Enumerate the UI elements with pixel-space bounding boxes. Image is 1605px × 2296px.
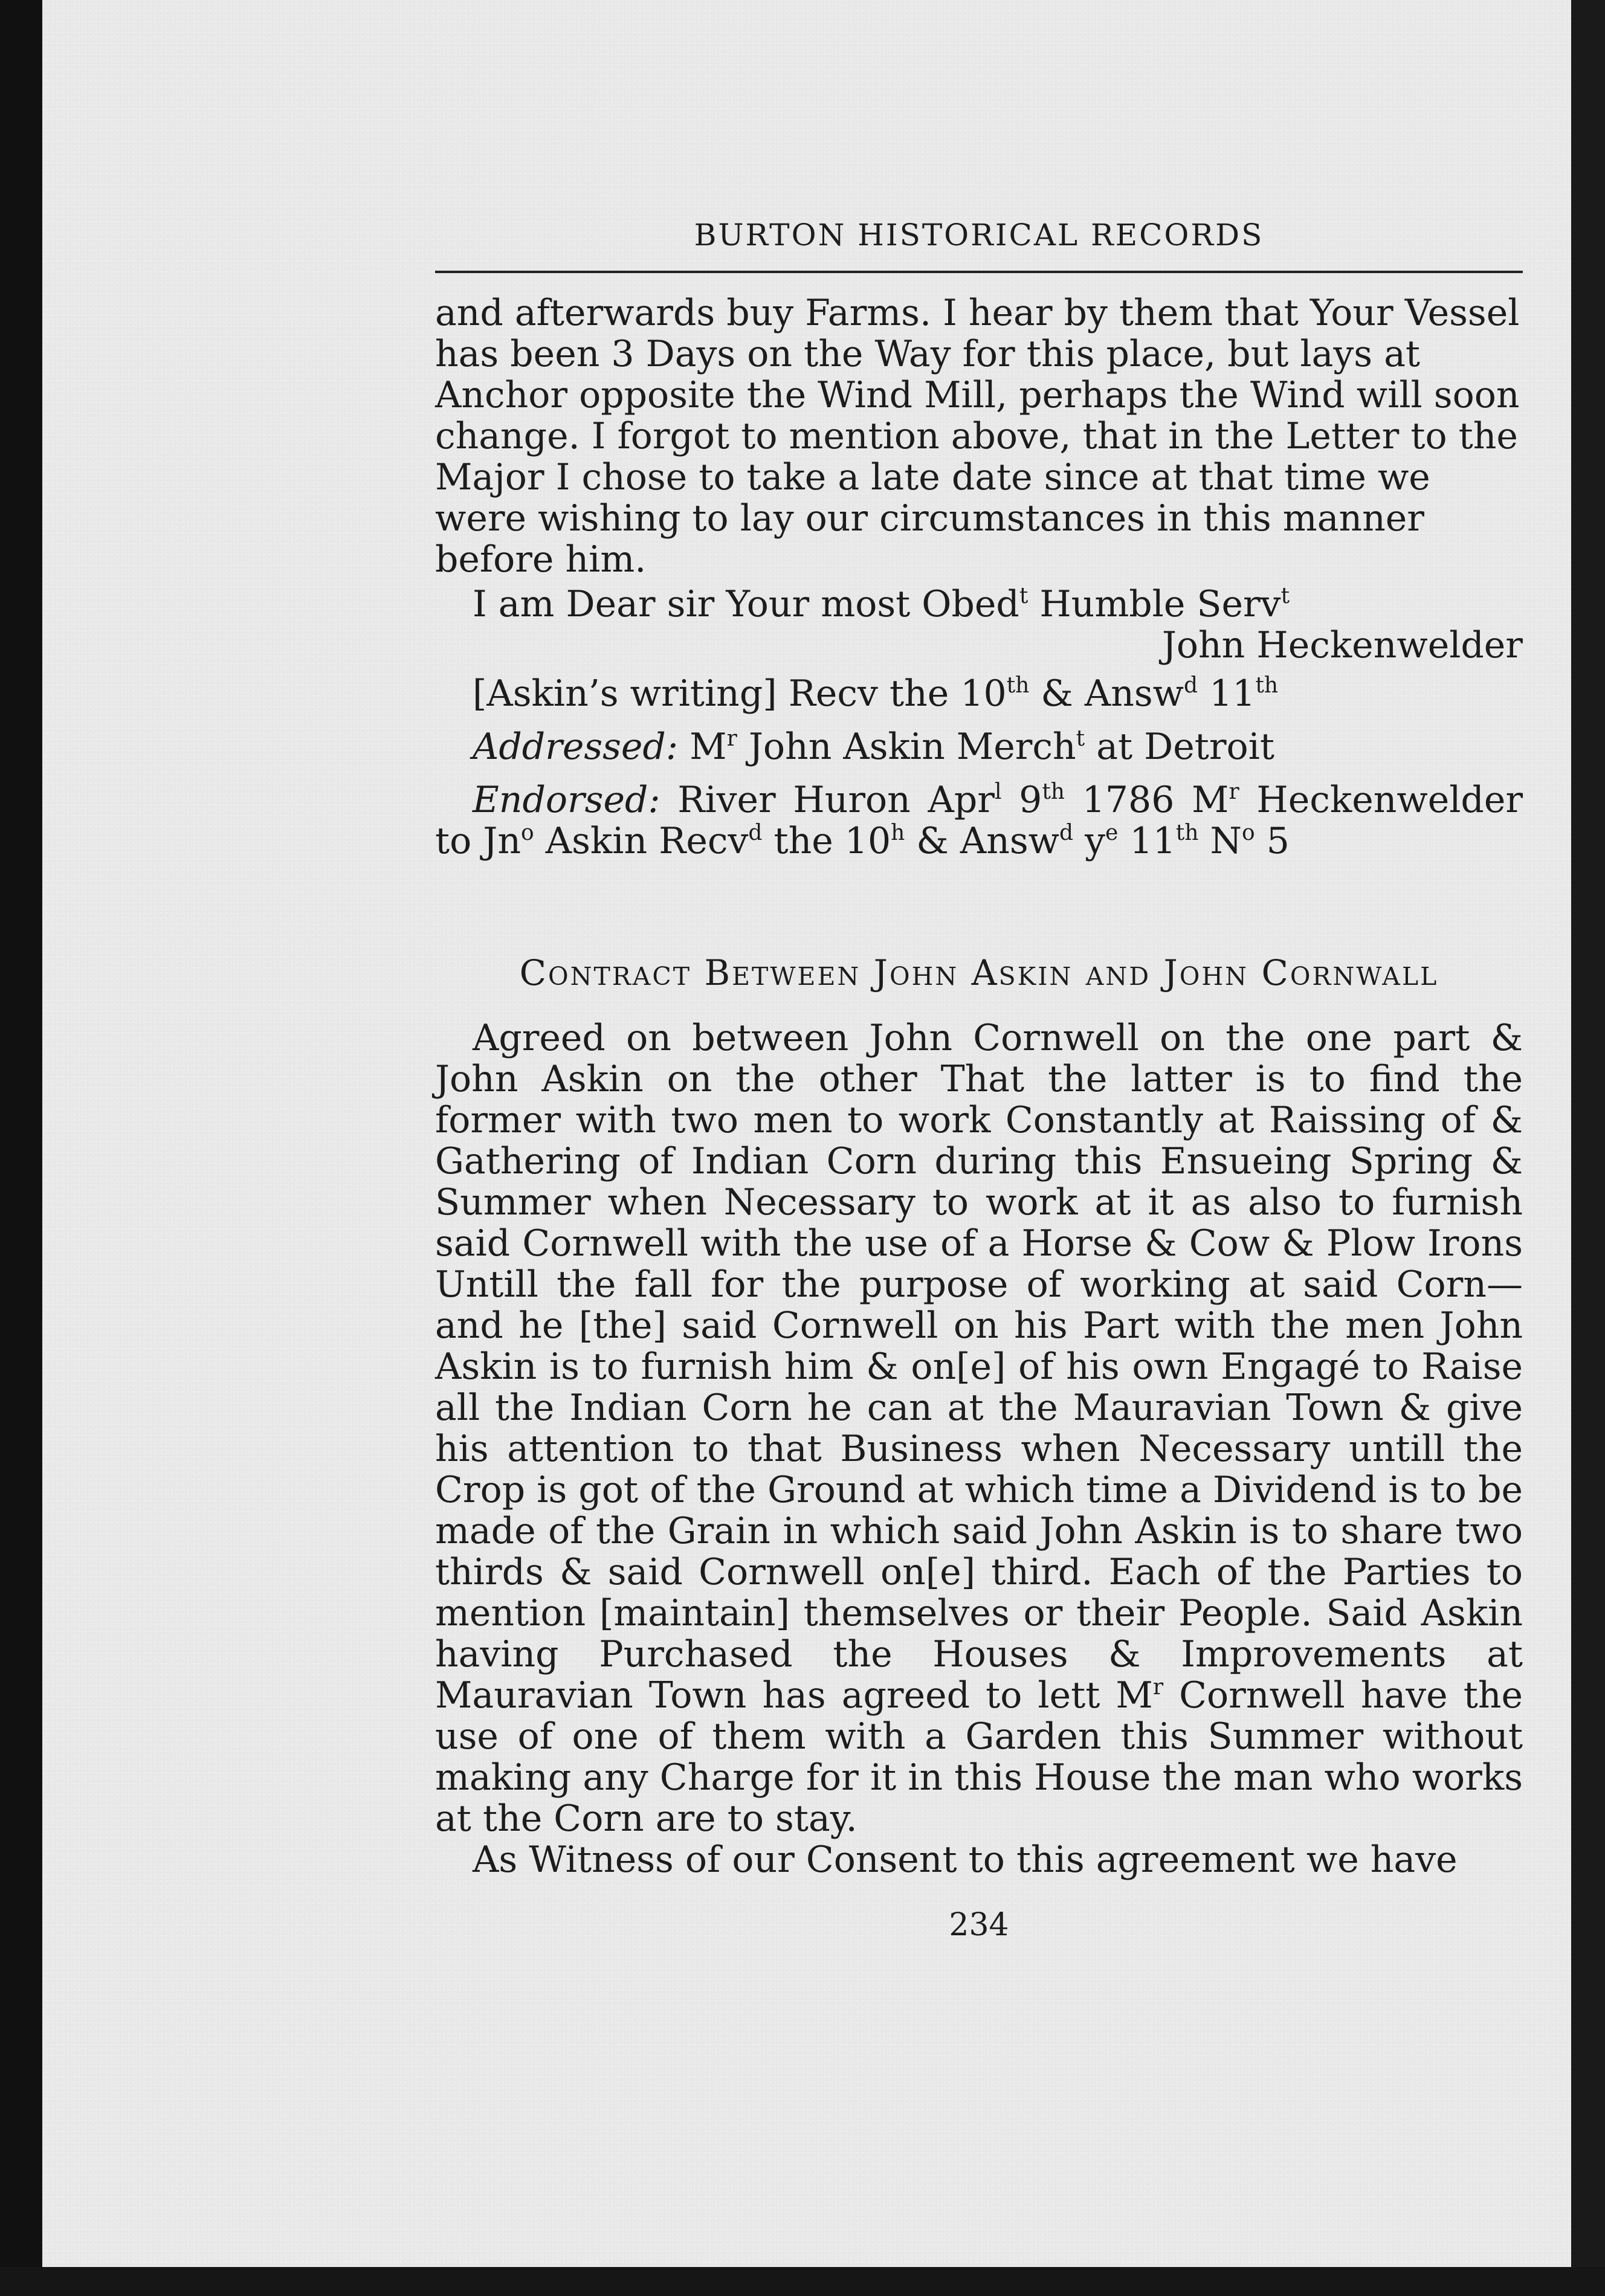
- page-edge-shadow: [1571, 0, 1605, 2296]
- contract-body: Agreed on between John Cornwell on the one part & John Askin on the other That the latter is to find the former with two men to work Constantly at Raissing of & Gathering of Indian Corn during this Ensueing Spring & Summer when Necessary to work at it as also to furnish said Cornwell with the use of a Horse & Cow & Plow Irons Untill the fall for the purpose of working at said Corn—and he [the] said Cornwell on his Part with the men John Askin is to furnish him & on[e] of his own Engagé to Raise all the Indian Corn he can at the Mauravian Town & give his attention to that Business when Necessary untill the Crop is got of the Ground at which time a Dividend is to be made of the Grain in which said John Askin is to share two thirds & said Cornwell on[e] third. Each of the Parties to mention [maintain] themselves or their People. Said Askin having Purchased the Houses & Improvements at Mauravian Town has agreed to lett $M^r$ Cornwell have the use of one of them with a Garden this Summer without making any Charge for it in this House the man who works at the Corn are to stay.: [435, 1017, 1523, 1840]
- addressed-label: Addressed:: [473, 726, 679, 768]
- page-bottom-shadow: [0, 2267, 1605, 2296]
- letter-body: and afterwards buy Farms. I hear by them that Your Vessel has been 3 Days on the Way for this place, but lays at Anchor opposite the Wind Mill, perhaps the Wind will soon change. I forgot to mention above, that in the Letter to the Major I chose to take a late date since at that time we were wishing to lay our circumstances in this manner before him.: [435, 292, 1520, 581]
- addressed-line: Addressed: $M^r$ John Askin Merch$^t$ at Detroit: [473, 726, 1274, 768]
- section-title: Contract Between John Askin and John Cornwall: [519, 952, 1439, 993]
- endorsed-label: Endorsed:: [473, 779, 660, 821]
- page-content: [435, 218, 1523, 1943]
- page-number: 234: [949, 1907, 1009, 1943]
- contract-witness: As Witness of our Consent to this agreement we have: [473, 1839, 1458, 1881]
- askin-note: [Askin’s writing] Recv the 10th & Answ$^d$ 11th: [473, 672, 1279, 715]
- letter-closing: I am Dear sir Your most Obed$^t$ Humble Serv$^t$: [473, 583, 1290, 625]
- book-page: [42, 0, 1571, 2267]
- letter-signature: John Heckenwelder: [1161, 624, 1523, 666]
- running-head: BURTON HISTORICAL RECORDS: [435, 218, 1523, 273]
- endorsed-line: Endorsed: River Huron Apr$^l$ 9th 1786 $M^r$ Heckenwelder to Jn$^o$ Askin Recv$^d$ the 10$^h$ & Answ$^d$ $y^e$ 11th $N^o$ 5: [435, 779, 1523, 862]
